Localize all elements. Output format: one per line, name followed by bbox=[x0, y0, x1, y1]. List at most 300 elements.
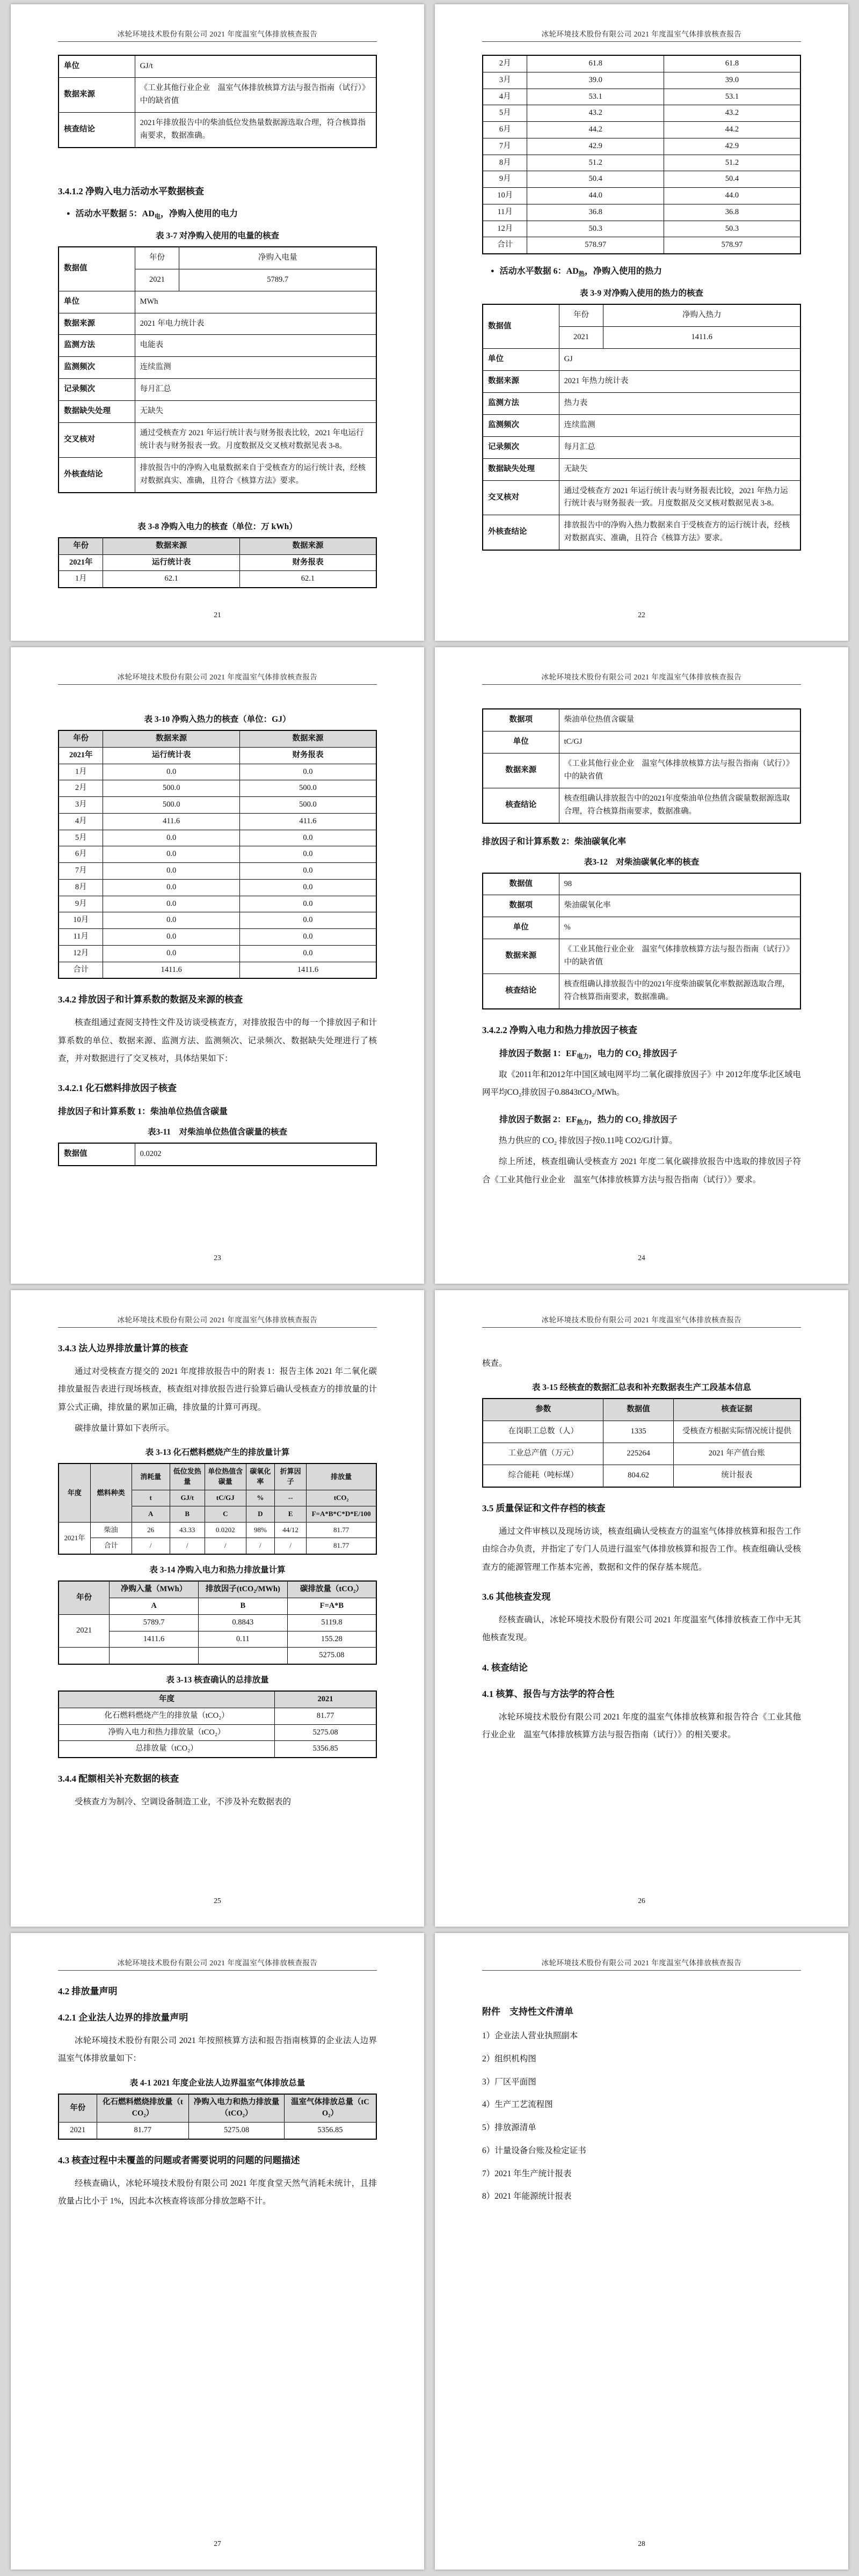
bullet-icon: ● bbox=[67, 210, 70, 217]
table-caption: 表 3-13 化石燃料燃烧产生的排放量计算 bbox=[145, 1448, 290, 1458]
table-total-emissions bbox=[58, 1690, 377, 1758]
table-3-10 bbox=[58, 730, 377, 979]
table-cell: 53.1 bbox=[527, 89, 664, 105]
table-3-12 bbox=[482, 873, 801, 1009]
page-content bbox=[482, 55, 801, 551]
table-cell: 0.0 bbox=[103, 846, 240, 863]
table-cell: % bbox=[559, 917, 800, 939]
table-cell: 排放报告中的净购入电量数据来自于受核查方的运行统计表，经核对数据真实、准确，且符合《核算方法》要求。 bbox=[135, 458, 376, 493]
page-content bbox=[58, 698, 377, 1166]
table-cell: 核查证据 bbox=[673, 1399, 800, 1421]
table-cell: 0.0202 bbox=[135, 1143, 376, 1166]
table-cell bbox=[198, 1648, 287, 1664]
table-cell: 43.33 bbox=[170, 1522, 205, 1538]
table-cell: 1月 bbox=[59, 571, 103, 588]
table-3-11-continued bbox=[482, 708, 801, 824]
paragraph: 核查。 bbox=[482, 1359, 507, 1368]
paragraph: 冰轮环境技术股份有限公司 2021 年度的温室气体排放核算和报告符合《工业其他行业企业 温室气体排放核算方法与报告指南（试行）》的相关要求。 bbox=[482, 1712, 801, 1739]
table-cell bbox=[59, 1648, 110, 1664]
table-cell: 1411.6 bbox=[110, 1631, 199, 1648]
page-content bbox=[482, 1984, 801, 2207]
table-cell: 数据来源 bbox=[483, 370, 559, 392]
table-cell: -- bbox=[275, 1490, 307, 1506]
table-cell: 数据值 bbox=[59, 247, 135, 291]
table-cell: 44.0 bbox=[527, 188, 664, 204]
page-26 bbox=[435, 1290, 848, 1927]
attachment-list-item: 5）排放源清单 bbox=[482, 2123, 536, 2132]
table-cell: 225264 bbox=[603, 1443, 673, 1465]
table-cell: / bbox=[275, 1538, 307, 1554]
attachment-list-item: 7）2021 年生产统计报表 bbox=[482, 2169, 572, 2178]
page-number: 23 bbox=[214, 1254, 221, 1262]
table-cell: 《工业其他行业企业 温室气体排放核算方法与报告指南（试行）》中的缺省值 bbox=[559, 939, 800, 974]
section-heading: 3.4.4 配额相关补充数据的核查 bbox=[58, 1774, 179, 1784]
page-number: 22 bbox=[638, 611, 645, 619]
attachment-list-item: 3）厂区平面图 bbox=[482, 2077, 536, 2087]
table-cell: 数据项 bbox=[483, 709, 559, 731]
table-cell: 2021 年产值台账 bbox=[673, 1443, 800, 1465]
table-cell: 通过受核查方 2021 年运行统计表与财务报表比较，2021 年热力运行统计表与财务报表一致。月度数据及交叉核对数据见表 3-8。 bbox=[559, 480, 800, 515]
page-number: 26 bbox=[638, 1897, 645, 1905]
table-cell: 7月 bbox=[483, 138, 527, 155]
table-caption: 表 3-15 经核查的数据汇总表和补充数据表生产工段基本信息 bbox=[532, 1383, 752, 1393]
table-cell: 0.0 bbox=[103, 879, 240, 896]
table-cell: 核查组确认排放报告中的2021年度柴油碳氧化率数据源选取合理，符合核算指南要求，数据准确。 bbox=[559, 974, 800, 1009]
table-cell: F=A*B*C*D*E/100 bbox=[307, 1506, 376, 1522]
table-cell: 2021 bbox=[59, 2123, 97, 2139]
table-cell: 61.8 bbox=[527, 55, 664, 72]
paragraph: 碳排放量计算如下表所示。 bbox=[75, 1423, 175, 1433]
table-cell: 0.0202 bbox=[205, 1522, 246, 1538]
spacer bbox=[482, 698, 801, 706]
table-cell: 受核查方根据实际情况统计提供 bbox=[673, 1421, 800, 1443]
section-heading: 3.4.1.2 净购入电力活动水平数据核查 bbox=[58, 186, 204, 196]
table-cell: 热力表 bbox=[559, 392, 800, 414]
table-cell: 12月 bbox=[483, 221, 527, 237]
page-header-title: 冰轮环境技术股份有限公司 2021 年度温室气体排放核查报告 bbox=[482, 1957, 801, 1971]
table-cell: 单位 bbox=[483, 917, 559, 939]
table-cell: 《工业其他行业企业 温室气体排放核算方法与报告指南（试行）》中的缺省值 bbox=[135, 77, 376, 112]
table-3-8 bbox=[58, 537, 377, 588]
table-cell: 单位 bbox=[59, 291, 135, 313]
table-cell: 2021 bbox=[275, 1691, 376, 1708]
table-cell: 数据值 bbox=[603, 1399, 673, 1421]
section-heading: 3.4.2.1 化石燃料排放因子核查 bbox=[58, 1083, 177, 1094]
table-cell: 2月 bbox=[483, 55, 527, 72]
bullet-icon: ● bbox=[491, 268, 494, 274]
table-cell: 0.11 bbox=[198, 1631, 287, 1648]
table-cell: 交叉核对 bbox=[59, 423, 135, 458]
page-header-title: 冰轮环境技术股份有限公司 2021 年度温室气体排放核查报告 bbox=[58, 671, 377, 685]
table-cell: 单位 bbox=[483, 731, 559, 753]
table-cell: 50.4 bbox=[664, 171, 800, 188]
paragraph: 核查组通过查阅支持性文件及访谈受核查方，对排放报告中的每一个排放因子和计算系数的单位、数据来源、监测方法、监测频次、记录频次、数据缺失处理进行了核查，并对数据进行了交叉核对，具体结果如下： bbox=[58, 1018, 377, 1063]
paragraph: 综上所述，核查组确认受核查方 2021 年度二氧化碳排放报告中选取的排放因子符合《工业其他行业企业 温室气体排放核算方法与报告指南（试行）》要求。 bbox=[482, 1157, 801, 1184]
page-23 bbox=[11, 647, 424, 1284]
table-cell: 6月 bbox=[483, 122, 527, 138]
table-cell: 燃料种类 bbox=[90, 1463, 132, 1522]
page-header-title: 冰轮环境技术股份有限公司 2021 年度温室气体排放核查报告 bbox=[58, 1314, 377, 1328]
table-cell bbox=[110, 1648, 199, 1664]
table-cell: 1411.6 bbox=[103, 962, 240, 978]
table-cell: D bbox=[246, 1506, 274, 1522]
table-cell: 5275.08 bbox=[189, 2123, 285, 2139]
table-cell: B bbox=[198, 1598, 287, 1615]
table-cell: 42.9 bbox=[664, 138, 800, 155]
paragraph: 冰轮环境技术股份有限公司 2021 年按照核算方法和报告指南核算的企业法人边界温室气体排放量如下： bbox=[58, 2036, 377, 2063]
table-cell: 0.0 bbox=[239, 945, 376, 962]
table-cell: 0.8843 bbox=[198, 1614, 287, 1631]
table-cell: 43.2 bbox=[527, 105, 664, 122]
table-cell: 62.1 bbox=[103, 571, 240, 588]
table-cell: 0.0 bbox=[103, 863, 240, 880]
table-cell: 5119.8 bbox=[287, 1614, 376, 1631]
sub-heading: 排放因子数据 1：$EF_{电力}$，电力的 CO₂ 排放因子 bbox=[499, 1049, 678, 1060]
page-content bbox=[58, 1341, 377, 1811]
table-cell: 单位热值含碳量 bbox=[205, 1463, 246, 1490]
table-cell: 交叉核对 bbox=[483, 480, 559, 515]
table-cell: 总排放量（tCO₂） bbox=[59, 1741, 275, 1758]
table-3-15 bbox=[482, 1398, 801, 1488]
table-cell: 柴油单位热值含碳量 bbox=[559, 709, 800, 731]
section-heading: 3.4.2 排放因子和计算系数的数据及来源的核查 bbox=[58, 994, 243, 1005]
table-cell: 50.3 bbox=[527, 221, 664, 237]
table-cell: 外核查结论 bbox=[483, 515, 559, 550]
table-cell: 参数 bbox=[483, 1399, 603, 1421]
table-cell: 数据来源 bbox=[103, 538, 240, 554]
table-cell: 核查组确认排放报告中的2021年度柴油单位热值含碳量数据源选取合理，符合核算指南要求，数据准确。 bbox=[559, 788, 800, 823]
table-caption: 表 4-1 2021 年度企业法人边界温室气体排放总量 bbox=[129, 2078, 305, 2088]
table-cell: 39.0 bbox=[527, 72, 664, 89]
bullet-line: ● 活动水平数据 6：$AD_热$，净购入使用的热力 bbox=[491, 267, 662, 278]
section-heading: 3.5 质量保证和文件存档的核查 bbox=[482, 1503, 606, 1513]
attachment-list-item: 6）计量设备台账及检定证书 bbox=[482, 2146, 586, 2155]
table-cell: 数据来源 bbox=[103, 730, 240, 747]
table-cell: 4月 bbox=[59, 813, 103, 830]
table-cell: 0.0 bbox=[239, 863, 376, 880]
table-cell: 连续监测 bbox=[559, 414, 800, 436]
table-cell: 10月 bbox=[59, 912, 103, 929]
table-cell: 0.0 bbox=[103, 945, 240, 962]
table-cell: MWh bbox=[135, 291, 376, 313]
table-cell: 记录频次 bbox=[59, 379, 135, 401]
table-cell: 2021年排放报告中的柴油低位发热量数据源选取合理，符合核算指南要求，数据准确。 bbox=[135, 112, 376, 147]
page-number: 21 bbox=[214, 611, 221, 619]
table-cell: 51.2 bbox=[527, 155, 664, 171]
table-cell: 155.28 bbox=[287, 1631, 376, 1648]
table-cell: tCO₂ bbox=[307, 1490, 376, 1506]
attachment-list-item: 2）组织机构图 bbox=[482, 2054, 536, 2063]
page-28 bbox=[435, 1933, 848, 2570]
table-cell: 数据来源 bbox=[483, 753, 559, 788]
page-header-title: 冰轮环境技术股份有限公司 2021 年度温室气体排放核查报告 bbox=[58, 28, 377, 42]
table-cell: 温室气体排放总量（tCO₂） bbox=[284, 2094, 376, 2123]
table-cell: 36.8 bbox=[527, 204, 664, 221]
table-cell: 9月 bbox=[483, 171, 527, 188]
table-cell: 合计 bbox=[59, 962, 103, 978]
page-header-title: 冰轮环境技术股份有限公司 2021 年度温室气体排放核查报告 bbox=[58, 1957, 377, 1971]
table-cell: C bbox=[205, 1506, 246, 1522]
table-cell: 0.0 bbox=[239, 896, 376, 912]
paragraph: 经核查确认，冰轮环境技术股份有限公司 2021 年度温室气体排放核查工作中无其他核查发现。 bbox=[482, 1615, 801, 1643]
table-cell: 低位发热量 bbox=[170, 1463, 205, 1490]
table-cell: 81.77 bbox=[307, 1522, 376, 1538]
table-cell: B bbox=[170, 1506, 205, 1522]
attachment-list-item: 1）企业法人营业执照副本 bbox=[482, 2031, 578, 2040]
table-cell: 411.6 bbox=[103, 813, 240, 830]
table-cell: 50.3 bbox=[664, 221, 800, 237]
table-cell: 98 bbox=[559, 873, 800, 895]
table-cell: 2021 年电力统计表 bbox=[135, 313, 376, 335]
table-cell: 0.0 bbox=[239, 929, 376, 946]
table-cell: 数据值 bbox=[483, 304, 559, 348]
table-caption: 表 3-14 净购入电力和热力排放量计算 bbox=[149, 1565, 286, 1575]
table-cell: 每月汇总 bbox=[135, 379, 376, 401]
paragraph: 取《2011年和2012年中国区域电网平均二氧化碳排放因子》中 2012年度华北区域电网平均CO₂排放因子0.8843tCO₂/MWh。 bbox=[482, 1070, 801, 1097]
table-cell: 柴油碳氧化率 bbox=[559, 895, 800, 917]
table-cell: 2021 年热力统计表 bbox=[559, 370, 800, 392]
table-cell: 44.2 bbox=[527, 122, 664, 138]
page-number: 28 bbox=[638, 2540, 645, 2548]
table-3-8-continued bbox=[482, 55, 801, 254]
table-cell: 3月 bbox=[483, 72, 527, 89]
section-heading: 附件 支持性文件清单 bbox=[482, 2007, 573, 2017]
table-cell: 411.6 bbox=[239, 813, 376, 830]
table-cell: 11月 bbox=[483, 204, 527, 221]
table-cell: 44/12 bbox=[275, 1522, 307, 1538]
table-cell: 2021年 bbox=[59, 1522, 90, 1554]
spacer bbox=[58, 157, 377, 171]
table-cell: 2021 bbox=[135, 269, 179, 291]
table-cell: 10月 bbox=[483, 188, 527, 204]
table-cell: 财务报表 bbox=[239, 747, 376, 764]
table-cell: t bbox=[132, 1490, 170, 1506]
page-header-title: 冰轮环境技术股份有限公司 2021 年度温室气体排放核查报告 bbox=[482, 1314, 801, 1328]
table-cell: / bbox=[170, 1538, 205, 1554]
table-cell: 5356.85 bbox=[284, 2123, 376, 2139]
table-caption: 表 3-7 对净购入使用的电量的核查 bbox=[156, 231, 279, 240]
table-cell: 0.0 bbox=[103, 830, 240, 846]
table-cell: 0.0 bbox=[239, 764, 376, 780]
table-cell: 53.1 bbox=[664, 89, 800, 105]
table-cell: 39.0 bbox=[664, 72, 800, 89]
table-cell: tC/GJ bbox=[559, 731, 800, 753]
table-cell: 数据来源 bbox=[483, 939, 559, 974]
table-cell: 数据来源 bbox=[239, 730, 376, 747]
table-cell: 2021年 bbox=[59, 554, 103, 571]
sub-heading: 排放因子数据 2：$EF_{热力}$，热力的 CO₂ 排放因子 bbox=[499, 1115, 678, 1126]
table-caption: 表 3-13 核查确认的总排放量 bbox=[166, 1675, 269, 1685]
page-number: 24 bbox=[638, 1254, 645, 1262]
table-cell: 6月 bbox=[59, 846, 103, 863]
table-3-13-fuel bbox=[58, 1463, 377, 1555]
table-cell: 7月 bbox=[59, 863, 103, 880]
table-cell: 综合能耗（吨标煤） bbox=[483, 1465, 603, 1487]
table-cell: 1411.6 bbox=[603, 327, 800, 349]
page-number: 27 bbox=[214, 2540, 221, 2548]
table-cell: 4月 bbox=[483, 89, 527, 105]
table-cell: 5275.08 bbox=[287, 1648, 376, 1664]
table-cell: 记录频次 bbox=[483, 436, 559, 458]
table-3-14 bbox=[58, 1580, 377, 1665]
table-cell: 1411.6 bbox=[239, 962, 376, 978]
section-heading: 4. 核查结论 bbox=[482, 1662, 528, 1673]
table-cell: A bbox=[132, 1506, 170, 1522]
table-cell: 44.0 bbox=[664, 188, 800, 204]
table-cell: 0.0 bbox=[103, 896, 240, 912]
table-cell: 合计 bbox=[483, 237, 527, 254]
table-cell: tC/GJ bbox=[205, 1490, 246, 1506]
table-cell: 年份 bbox=[559, 304, 603, 326]
table-cell: 0.0 bbox=[103, 929, 240, 946]
table-cell: 每月汇总 bbox=[559, 436, 800, 458]
table-cell: 1335 bbox=[603, 1421, 673, 1443]
attachment-list-item: 4）生产工艺流程图 bbox=[482, 2100, 553, 2110]
table-cell: 500.0 bbox=[103, 797, 240, 814]
table-cell: 2021 bbox=[59, 1614, 110, 1648]
table-cell: / bbox=[205, 1538, 246, 1554]
table-caption: 表3-11 对柴油单位热值含碳量的核查 bbox=[147, 1128, 288, 1137]
sub-heading: 排放因子和计算系数 1：柴油单位热值含碳量 bbox=[58, 1107, 228, 1117]
table-cell: 净购入电力和热力排放量（tCO₂） bbox=[189, 2094, 285, 2123]
table-cell: 柴油 bbox=[90, 1522, 132, 1538]
table-cell: 0.0 bbox=[103, 912, 240, 929]
table-cell: 核查结论 bbox=[59, 112, 135, 147]
table-cell: 2021 bbox=[559, 327, 603, 349]
table-cell: 12月 bbox=[59, 945, 103, 962]
table-cell: 98% bbox=[246, 1522, 274, 1538]
page-header-title: 冰轮环境技术股份有限公司 2021 年度温室气体排放核查报告 bbox=[482, 671, 801, 685]
table-cell: 运行统计表 bbox=[103, 554, 240, 571]
bullet-line: ● 活动水平数据 5：$AD_电$，净购入使用的电力 bbox=[67, 209, 238, 220]
table-cell: 数据来源 bbox=[239, 538, 376, 554]
page-header-title: 冰轮环境技术股份有限公司 2021 年度温室气体排放核查报告 bbox=[482, 28, 801, 42]
spacer bbox=[482, 1984, 801, 1991]
table-cell: 单位 bbox=[483, 349, 559, 371]
table-cell: 578.97 bbox=[527, 237, 664, 254]
table-cell: 44.2 bbox=[664, 122, 800, 138]
table-cell: 804.62 bbox=[603, 1465, 673, 1487]
table-cell: 无缺失 bbox=[559, 458, 800, 480]
table-3-6-continued bbox=[58, 55, 377, 148]
table-cell: 外核查结论 bbox=[59, 458, 135, 493]
table-cell: 单位 bbox=[59, 55, 135, 77]
table-cell: 年份 bbox=[135, 247, 179, 269]
page-content bbox=[58, 55, 377, 588]
table-cell: 年度 bbox=[59, 1691, 275, 1708]
table-cell: 数据值 bbox=[483, 873, 559, 895]
table-cell: 碳排放量（tCO₂） bbox=[287, 1581, 376, 1598]
table-cell: 监测频次 bbox=[59, 357, 135, 379]
table-cell: GJ/t bbox=[135, 55, 376, 77]
table-cell: 0.0 bbox=[103, 764, 240, 780]
table-cell: 1月 bbox=[59, 764, 103, 780]
page-22 bbox=[435, 4, 848, 641]
table-cell: 42.9 bbox=[527, 138, 664, 155]
page-25 bbox=[11, 1290, 424, 1927]
section-heading: 3.6 其他核查发现 bbox=[482, 1591, 551, 1602]
table-cell: 排放因子(tCO₂/MWh) bbox=[198, 1581, 287, 1598]
page-content bbox=[482, 698, 801, 1189]
table-cell: 年度 bbox=[59, 1463, 90, 1522]
table-cell: 81.77 bbox=[97, 2123, 189, 2139]
table-cell: 0.0 bbox=[239, 846, 376, 863]
table-cell: 51.2 bbox=[664, 155, 800, 171]
table-4-1 bbox=[58, 2094, 377, 2140]
table-cell: 消耗量 bbox=[132, 1463, 170, 1490]
paragraph: 通过文件审核以及现场访谈，核查组确认受核查方的温室气体排放核算和报告工作由综合办负责，并指定了专门人员进行温室气体排放核算和报告工作。核查组确认受核查方的能源管理工作基本完善，数据和文件的保存基本规范。 bbox=[482, 1527, 801, 1572]
table-cell: 净购入量（MWh） bbox=[110, 1581, 199, 1598]
table-cell: 排放量 bbox=[307, 1463, 376, 1490]
table-cell: 2月 bbox=[59, 780, 103, 797]
table-cell: 数据项 bbox=[483, 895, 559, 917]
table-cell: 81.77 bbox=[307, 1538, 376, 1554]
table-cell: 500.0 bbox=[239, 797, 376, 814]
table-cell: 43.2 bbox=[664, 105, 800, 122]
spacer bbox=[58, 698, 377, 704]
table-cell: 净购入电力和热力排放量（tCO₂） bbox=[59, 1724, 275, 1741]
table-cell: 碳氧化率 bbox=[246, 1463, 274, 1490]
table-cell: % bbox=[246, 1490, 274, 1506]
sub-heading: 排放因子和计算系数 2：柴油碳氧化率 bbox=[482, 837, 627, 846]
section-heading: 4.1 核算、报告与方法学的符合性 bbox=[482, 1688, 615, 1699]
table-cell: F=A*B bbox=[287, 1598, 376, 1615]
table-cell: 62.1 bbox=[239, 571, 376, 588]
table-cell: 工业总产值（万元） bbox=[483, 1443, 603, 1465]
table-cell: 运行统计表 bbox=[103, 747, 240, 764]
table-cell: 8月 bbox=[59, 879, 103, 896]
table-cell: 36.8 bbox=[664, 204, 800, 221]
table-cell: 11月 bbox=[59, 929, 103, 946]
attachment-list-item: 8）2021 年能源统计报表 bbox=[482, 2192, 572, 2201]
page-27 bbox=[11, 1933, 424, 2570]
table-cell: 年份 bbox=[59, 2094, 97, 2123]
page-content bbox=[58, 1984, 377, 2211]
table-cell: / bbox=[132, 1538, 170, 1554]
table-cell: 500.0 bbox=[103, 780, 240, 797]
table-3-11 bbox=[58, 1143, 377, 1166]
table-cell: 电能表 bbox=[135, 335, 376, 357]
table-cell: 核查结论 bbox=[483, 788, 559, 823]
table-cell: 在岗职工总数（人） bbox=[483, 1421, 603, 1443]
spacer bbox=[482, 1341, 801, 1351]
table-cell: 年份 bbox=[59, 730, 103, 747]
table-cell: 净购入电量 bbox=[179, 247, 376, 269]
table-cell: 数据缺失处理 bbox=[483, 458, 559, 480]
table-cell: 578.97 bbox=[664, 237, 800, 254]
table-cell: 2021年 bbox=[59, 747, 103, 764]
table-cell: 3月 bbox=[59, 797, 103, 814]
table-cell: 5月 bbox=[59, 830, 103, 846]
table-cell: 化石燃料燃烧产生的排放量（tCO₂） bbox=[59, 1708, 275, 1724]
table-caption: 表3-12 对柴油碳氧化率的核查 bbox=[584, 857, 700, 867]
page-21 bbox=[11, 4, 424, 641]
table-cell: 0.0 bbox=[239, 912, 376, 929]
paragraph: 热力供应的 CO₂ 排放因子按0.11吨 CO2/GJ计算。 bbox=[499, 1136, 678, 1145]
spacer bbox=[58, 502, 377, 511]
table-cell: 折算因子 bbox=[275, 1463, 307, 1490]
table-cell: 5789.7 bbox=[110, 1614, 199, 1631]
section-heading: 4.3 核查过程中未覆盖的问题或者需要说明的问题的问题描述 bbox=[58, 2155, 300, 2165]
table-cell: 0.0 bbox=[239, 879, 376, 896]
table-cell: 连续监测 bbox=[135, 357, 376, 379]
table-cell: 9月 bbox=[59, 896, 103, 912]
table-cell: A bbox=[110, 1598, 199, 1615]
table-cell: 无缺失 bbox=[135, 401, 376, 423]
table-cell: E bbox=[275, 1506, 307, 1522]
table-cell: 5月 bbox=[483, 105, 527, 122]
table-cell: 5356.85 bbox=[275, 1741, 376, 1758]
